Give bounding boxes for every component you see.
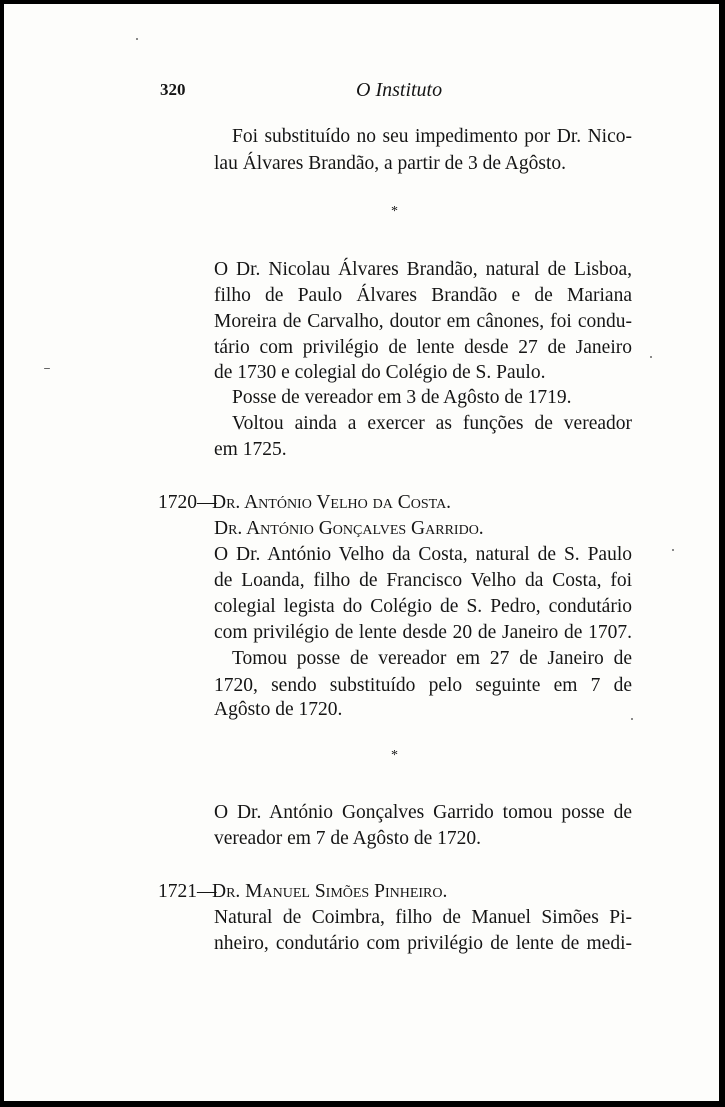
text-line: O Dr. António Velho da Costa, natural de S. Paulo (214, 544, 632, 565)
text-line: Tomou posse de vereador em 27 de Janeiro de (232, 648, 632, 669)
text-line: vereador em 7 de Agôsto de 1720. (214, 828, 481, 849)
scan-speck (672, 549, 674, 551)
scan-speck (631, 718, 633, 720)
entry-year: 1721— (158, 881, 217, 902)
entry-name: Dr. António Gonçalves Garrido. (214, 518, 484, 539)
entry-year: 1720— (158, 492, 217, 513)
text-line: com privilégio de lente desde 20 de Janeiro de 1707. (214, 622, 632, 643)
text-line: nheiro, condutário com privilégio de lente de medi- (214, 933, 632, 954)
text-line: Moreira de Carvalho, doutor em cânones, foi condu- (214, 311, 632, 332)
page-number: 320 (160, 80, 186, 99)
text-line: filho de Paulo Álvares Brandão e de Mariana (214, 285, 632, 306)
text-line: de Loanda, filho de Francisco Velho da Costa, foi (214, 570, 632, 591)
book-page (4, 4, 719, 1101)
text-line: O Dr. Nicolau Álvares Brandão, natural de Lisboa, (214, 259, 632, 280)
text-line: O Dr. António Gonçalves Garrido tomou posse de (214, 802, 632, 823)
text-line: Foi substituído no seu impedimento por Dr. Nico- (232, 126, 632, 147)
text-line: lau Álvares Brandão, a partir de 3 de Agôsto. (214, 153, 566, 174)
entry-name: Dr. Manuel Simões Pinheiro. (212, 881, 448, 902)
text-line: Voltou ainda a exercer as funções de vereador (232, 413, 632, 434)
text-line: colegial legista do Colégio de S. Pedro, condutário (214, 596, 632, 617)
section-separator: * (391, 748, 398, 763)
scan-speck (136, 38, 138, 40)
text-line: 1720, sendo substituído pelo seguinte em 7 de (214, 675, 632, 696)
running-title: O Instituto (356, 79, 443, 101)
section-separator: * (391, 204, 398, 219)
scan-speck (44, 368, 50, 369)
text-line: Natural de Coimbra, filho de Manuel Simões Pi- (214, 907, 632, 928)
text-line: tário com privilégio de lente desde 27 de Janeiro (214, 337, 632, 358)
scan-speck (650, 356, 652, 358)
text-line: em 1725. (214, 439, 287, 460)
text-line: de 1730 e colegial do Colégio de S. Paulo. (214, 362, 546, 383)
text-line: Posse de vereador em 3 de Agôsto de 1719. (232, 387, 572, 408)
entry-name: Dr. António Velho da Costa. (212, 492, 452, 513)
text-line: Agôsto de 1720. (214, 699, 343, 720)
